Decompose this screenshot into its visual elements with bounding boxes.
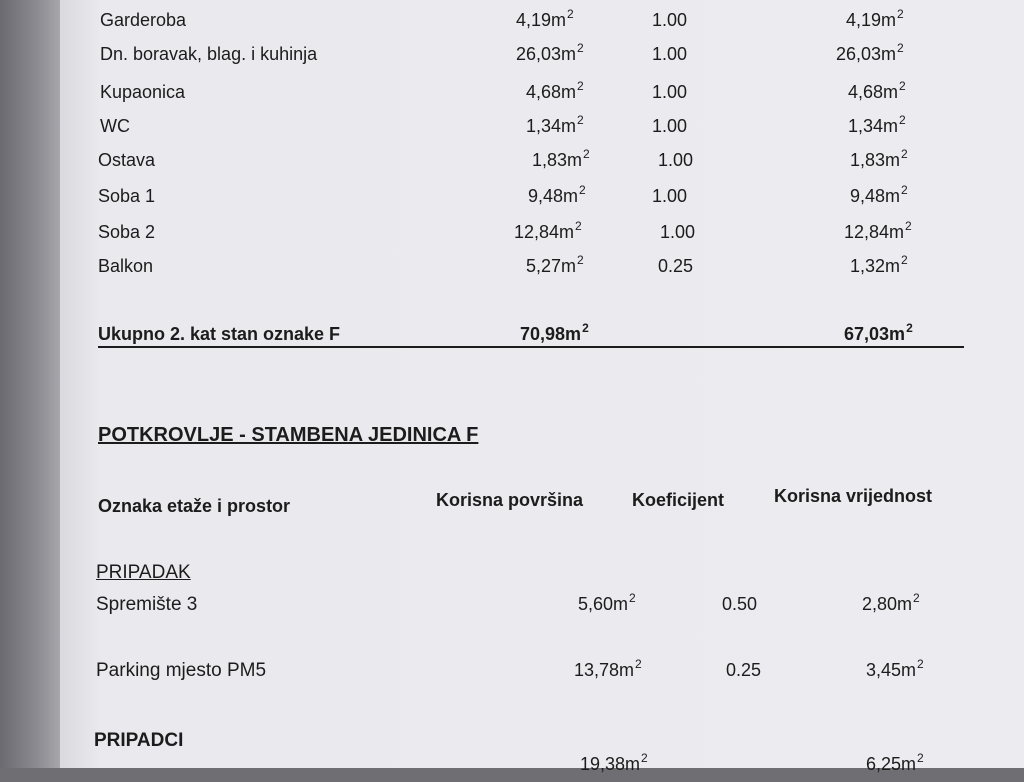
table-row (60, 591, 1024, 622)
room-value: $4,19m^2$ (846, 7, 904, 30)
total-underline (98, 346, 964, 348)
total-label: Ukupno 2. kat stan oznake F (98, 324, 341, 344)
room-name: Soba 1 (98, 186, 156, 206)
table-row (60, 219, 1024, 250)
room-name: Parking mjesto PM5 (96, 660, 267, 681)
room-value: $12,84m^2$ (844, 219, 912, 242)
room-coefficient: 1.00 (652, 10, 688, 30)
table-row (60, 113, 1024, 144)
section-heading: POTKROVLJE - STAMBENA JEDINICA F (98, 424, 479, 446)
room-coefficient: 0.25 (658, 256, 694, 276)
room-value: $26,03m^2$ (836, 41, 904, 64)
room-name: Ostava (98, 150, 156, 170)
column-header-name: Oznaka etaže i prostor (98, 496, 291, 516)
room-area: $1,34m^2$ (526, 113, 584, 136)
pripadak-label: PRIPADAK (96, 562, 191, 583)
table-row (60, 7, 1024, 38)
room-area: $5,27m^2$ (526, 253, 584, 276)
room-name: Balkon (98, 256, 154, 276)
room-name: Soba 2 (98, 222, 156, 242)
binder-edge (0, 0, 62, 768)
room-value: $2,80m^2$ (862, 591, 920, 614)
column-header-area: Korisna površina (436, 490, 584, 510)
room-area: $9,48m^2$ (528, 183, 586, 206)
table-row (60, 253, 1024, 284)
table-row (60, 183, 1024, 214)
document-page (60, 0, 1024, 774)
table-row (60, 657, 1024, 688)
room-coefficient: 1.00 (652, 186, 688, 206)
room-coefficient: 0.25 (726, 660, 762, 680)
room-name: Dn. boravak, blag. i kuhinja (100, 44, 318, 64)
room-area: $12,84m^2$ (514, 219, 582, 242)
room-value: $4,68m^2$ (848, 79, 906, 102)
room-area: $1,83m^2$ (532, 147, 590, 170)
room-name: Kupaonica (100, 82, 186, 102)
total-value: $67,03m^2$ (844, 321, 913, 344)
room-value: $6,25m^2$ (866, 751, 924, 774)
room-area: $13,78m^2$ (574, 657, 642, 680)
room-coefficient: 1.00 (658, 150, 694, 170)
room-area: $5,60m^2$ (578, 591, 636, 614)
room-value: $3,45m^2$ (866, 657, 924, 680)
pripadci-label: PRIPADCI (94, 730, 184, 751)
room-coefficient: 0.50 (722, 594, 758, 614)
room-coefficient: 1.00 (660, 222, 696, 242)
room-area: $19,38m^2$ (580, 751, 648, 774)
room-coefficient: 1.00 (652, 116, 688, 136)
room-name: Spremište 3 (96, 594, 198, 615)
room-coefficient: 1.00 (652, 82, 688, 102)
table-row (60, 147, 1024, 178)
total-area: $70,98m^2$ (520, 321, 589, 344)
table-row-partial (60, 751, 1024, 782)
room-name: Garderoba (100, 10, 187, 30)
room-coefficient: 1.00 (652, 44, 688, 64)
room-area: $26,03m^2$ (516, 41, 584, 64)
table-row (60, 79, 1024, 110)
room-area: $4,19m^2$ (516, 7, 574, 30)
table-row (60, 41, 1024, 72)
column-header-value: Korisna vrijednost (774, 486, 933, 506)
room-name: WC (100, 116, 130, 136)
room-area: $4,68m^2$ (526, 79, 584, 102)
room-value: $9,48m^2$ (850, 183, 908, 206)
column-header-coefficient: Koeficijent (632, 490, 725, 510)
room-value: $1,83m^2$ (850, 147, 908, 170)
room-value: $1,32m^2$ (850, 253, 908, 276)
room-value: $1,34m^2$ (848, 113, 906, 136)
